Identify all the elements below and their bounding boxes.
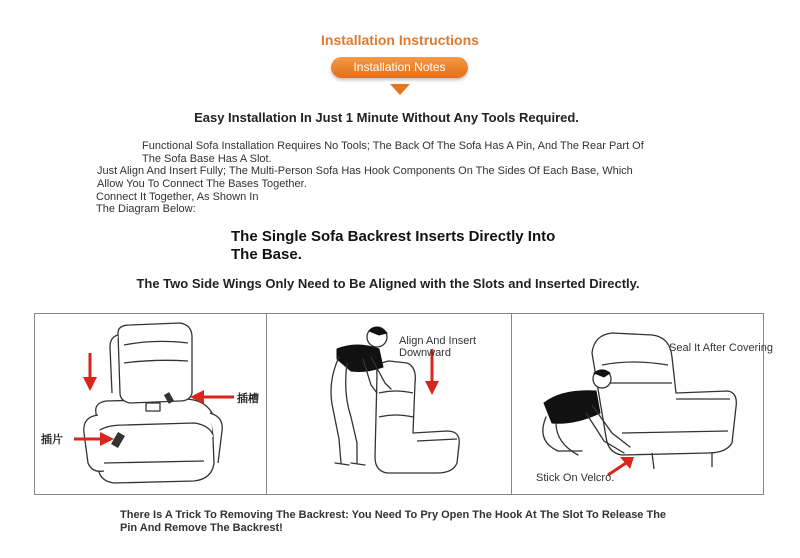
- paragraph-line: Just Align And Insert Fully; The Multi-Person Sofa Has Hook Components On The Sides Of Each Base, Which: [97, 165, 633, 177]
- paragraph-line: Functional Sofa Installation Requires No Tools; The Back Of The Sofa Has A Pin, And The Rear Part Of: [142, 140, 644, 152]
- paragraph-line: Allow You To Connect The Bases Together.: [97, 178, 307, 190]
- removal-tip-line: Pin And Remove The Backrest!: [120, 522, 283, 534]
- align-insert-label-line: Align And Insert: [399, 335, 477, 347]
- pin-label: 插片: [41, 434, 63, 446]
- paragraph-line: The Diagram Below:: [96, 203, 196, 215]
- align-insert-label-line: Downward: [399, 347, 451, 359]
- align-insert-label: [399, 335, 476, 359]
- removal-tip: [120, 509, 700, 535]
- person-sealing-cover-illustration: [512, 313, 764, 495]
- down-triangle-icon: [390, 84, 410, 95]
- velcro-label: Stick On Velcro.: [536, 472, 615, 484]
- paragraph-line: Connect It Together, As Shown In: [96, 191, 259, 203]
- header-title: Installation Instructions: [321, 32, 479, 48]
- backrest-heading-line: The Single Sofa Backrest Inserts Directly Into: [231, 228, 556, 245]
- slot-label: 插槽: [237, 393, 259, 405]
- side-wings-heading: The Two Side Wings Only Need to Be Aligned with the Slots and Inserted Directly.: [136, 276, 640, 291]
- paragraph-line: The Sofa Base Has A Slot.: [142, 153, 272, 165]
- recliner-backrest-illustration: [34, 313, 266, 495]
- backrest-heading: [231, 228, 591, 264]
- installation-notes-badge: Installation Notes: [331, 57, 468, 78]
- subtitle: Easy Installation In Just 1 Minute Without Any Tools Required.: [194, 110, 579, 125]
- removal-tip-line: There Is A Trick To Removing The Backrest: You Need To Pry Open The Hook At The Slot To Release The: [120, 509, 667, 521]
- backrest-heading-line: The Base.: [231, 246, 302, 263]
- seal-label: Seal It After Covering: [669, 342, 773, 354]
